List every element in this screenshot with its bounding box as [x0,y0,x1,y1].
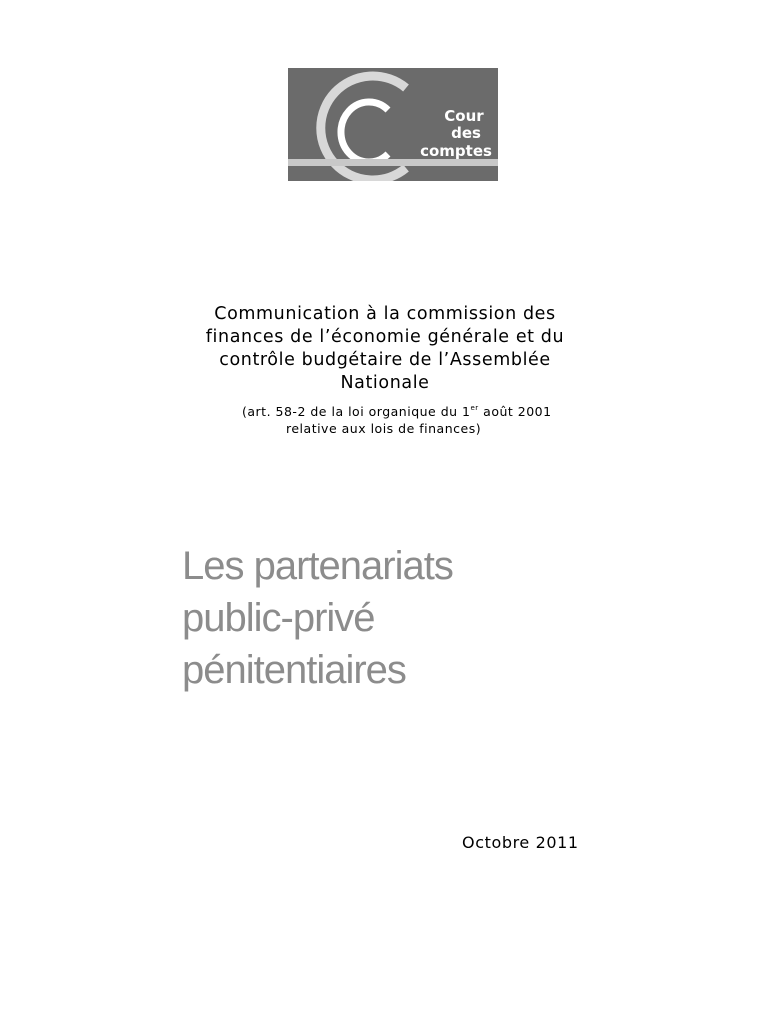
title-line: public-privé [182,596,375,640]
reference-line-2: relative aux lois de finances) [286,421,482,436]
cour-des-comptes-logo [288,68,498,181]
title-line: pénitentiaires [182,648,406,692]
reference-text: (art. 58-2 de la loi organique du 1 [242,404,471,419]
logo-stripe [288,159,498,166]
communication-line: contrôle budgétaire de l’Assemblée [219,350,551,370]
communication-line: finances de l’économie générale et du [205,327,565,347]
legal-reference [200,403,600,437]
title-line: Les partenariats [182,544,453,588]
report-title [182,540,602,696]
communication-heading [170,303,600,395]
logo-text-cour: Cour [444,107,484,125]
reference-superscript: er [470,404,479,412]
logo-graphic [288,68,498,181]
reference-text-end: août 2001 [478,404,552,419]
communication-line: Communication à la commission des [214,304,556,324]
reference-line-1 [200,403,600,420]
communication-line: Nationale [340,373,430,393]
logo-text-des: des [451,124,481,142]
publication-date: Octobre 2011 [462,833,579,852]
logo-text-comptes: comptes [420,142,492,160]
